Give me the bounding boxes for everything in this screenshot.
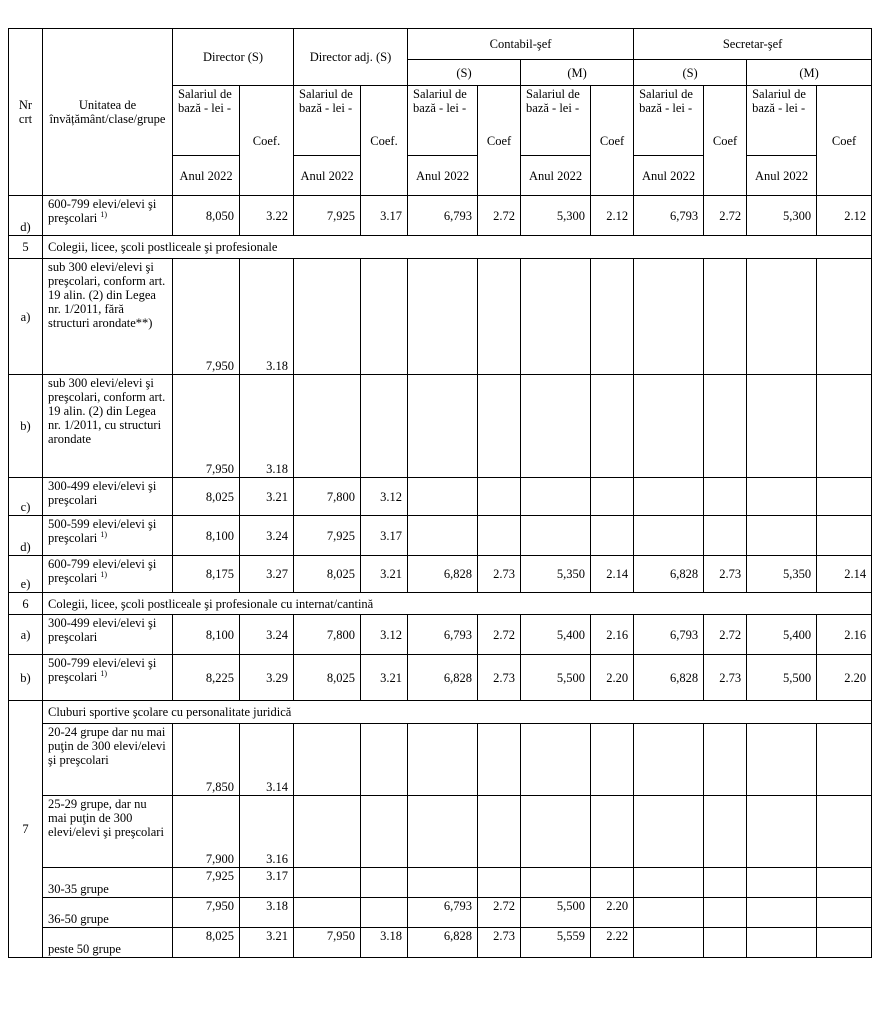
header-director: Director (S) <box>173 29 294 86</box>
header-coef: Coef <box>817 86 872 196</box>
row-unit: 300-499 elevi/elevi şi preşcolari <box>43 615 173 655</box>
cell-value: 8,100 <box>173 615 240 655</box>
cell-value: 7,950 <box>173 259 240 375</box>
cell-value: 2.14 <box>817 556 872 593</box>
cell-value: 2.72 <box>704 196 747 236</box>
row-unit: 20-24 grupe dar nu mai puţin de 300 elevi/elevi şi preşcolari <box>43 724 173 796</box>
header-salariul: Salariul de bază - lei - <box>747 86 817 156</box>
cell-value: 3.17 <box>240 868 294 898</box>
cell-value: 3.22 <box>240 196 294 236</box>
cell-value: 3.17 <box>361 196 408 236</box>
cell-value: 8,025 <box>173 478 240 516</box>
header-anul: Anul 2022 <box>747 156 817 196</box>
cell-value: 6,828 <box>408 655 478 701</box>
cell-value: 2.72 <box>478 898 521 928</box>
cell-value: 3.24 <box>240 516 294 556</box>
header-coef: Coef. <box>240 86 294 196</box>
cell-value: 2.20 <box>591 655 634 701</box>
row-unit-text: 600-799 elevi/elevi şi preşcolari <box>48 197 157 225</box>
header-contabil-m: (M) <box>521 60 634 86</box>
cell-value: 2.73 <box>704 556 747 593</box>
cell-value: 7,900 <box>173 796 240 868</box>
row-unit: sub 300 elevi/elevi şi preşcolari, conform art. 19 alin. (2) din Legea nr. 1/2011, fără structuri arondate**) <box>43 259 173 375</box>
cell-value: 3.24 <box>240 615 294 655</box>
cell-value: 2.22 <box>591 928 634 958</box>
header-director-adj: Director adj. (S) <box>294 29 408 86</box>
table-row <box>9 796 872 868</box>
row-letter: d) <box>9 196 43 236</box>
row-letter: e) <box>9 556 43 593</box>
section-title: Cluburi sportive şcolare cu personalitate juridică <box>43 701 872 724</box>
cell-value: 2.73 <box>478 556 521 593</box>
cell-value: 3.18 <box>361 928 408 958</box>
footnote-marker: 1) <box>100 569 108 579</box>
table-row <box>9 724 872 796</box>
header-anul: Anul 2022 <box>173 156 240 196</box>
section-nr: 5 <box>9 236 43 259</box>
row-unit: 36-50 grupe <box>43 898 173 928</box>
cell-value: 2.73 <box>704 655 747 701</box>
cell-value: 3.21 <box>361 556 408 593</box>
table-row <box>9 556 872 593</box>
table-row <box>9 868 872 898</box>
header-coef: Coef <box>704 86 747 196</box>
header-anul: Anul 2022 <box>634 156 704 196</box>
cell-value: 7,850 <box>173 724 240 796</box>
cell-value: 3.21 <box>361 655 408 701</box>
cell-value: 2.72 <box>478 615 521 655</box>
section-row <box>9 701 872 724</box>
table-row <box>9 928 872 958</box>
cell-value: 5,500 <box>747 655 817 701</box>
cell-value: 6,793 <box>408 615 478 655</box>
cell-value: 7,950 <box>173 375 240 478</box>
cell-value: 3.12 <box>361 615 408 655</box>
footnote-marker: 1) <box>100 529 108 539</box>
header-coef: Coef. <box>361 86 408 196</box>
header-anul: Anul 2022 <box>294 156 361 196</box>
row-unit <box>43 556 173 593</box>
cell-value: 8,050 <box>173 196 240 236</box>
section-nr: 6 <box>9 593 43 615</box>
cell-value: 3.29 <box>240 655 294 701</box>
cell-value: 5,400 <box>521 615 591 655</box>
header-contabil-s: (S) <box>408 60 521 86</box>
cell-value: 7,800 <box>294 615 361 655</box>
cell-value: 8,175 <box>173 556 240 593</box>
cell-value: 2.20 <box>591 898 634 928</box>
cell-value: 2.14 <box>591 556 634 593</box>
salary-table <box>8 28 872 958</box>
footnote-marker: 1) <box>100 209 108 219</box>
cell-value: 2.72 <box>704 615 747 655</box>
table-row <box>9 375 872 478</box>
cell-value: 3.14 <box>240 724 294 796</box>
header-salariul: Salariul de bază - lei - <box>408 86 478 156</box>
header-salariul: Salariul de bază - lei - <box>521 86 591 156</box>
header-nr: Nr crt <box>9 29 43 196</box>
cell-value: 2.73 <box>478 928 521 958</box>
cell-value: 3.18 <box>240 375 294 478</box>
footnote-marker: 1) <box>100 668 108 678</box>
table-row <box>9 655 872 701</box>
row-unit: 25-29 grupe, dar nu mai puţin de 300 elevi/elevi şi preşcolari <box>43 796 173 868</box>
header-secretar-m: (M) <box>747 60 872 86</box>
section-nr: 7 <box>9 701 43 958</box>
row-unit-text: 600-799 elevi/elevi şi preşcolari <box>48 557 157 585</box>
cell-value: 5,400 <box>747 615 817 655</box>
row-unit <box>43 655 173 701</box>
cell-value: 7,925 <box>173 868 240 898</box>
cell-value: 2.72 <box>478 196 521 236</box>
header-coef: Coef <box>591 86 634 196</box>
row-letter: b) <box>9 375 43 478</box>
section-title: Colegii, licee, şcoli postliceale şi profesionale <box>43 236 872 259</box>
row-letter: c) <box>9 478 43 516</box>
cell-value: 2.16 <box>591 615 634 655</box>
row-unit: sub 300 elevi/elevi şi preşcolari, conform art. 19 alin. (2) din Legea nr. 1/2011, cu structuri arondate <box>43 375 173 478</box>
cell-value: 5,300 <box>747 196 817 236</box>
cell-value: 3.27 <box>240 556 294 593</box>
cell-value: 2.16 <box>817 615 872 655</box>
header-anul: Anul 2022 <box>521 156 591 196</box>
cell-value: 6,793 <box>408 196 478 236</box>
header-row-1 <box>9 29 872 60</box>
cell-value: 2.12 <box>591 196 634 236</box>
cell-value: 7,950 <box>173 898 240 928</box>
cell-value: 2.73 <box>478 655 521 701</box>
header-anul: Anul 2022 <box>408 156 478 196</box>
cell-value: 2.20 <box>817 655 872 701</box>
section-row <box>9 593 872 615</box>
header-salariul: Salariul de bază - lei - <box>634 86 704 156</box>
cell-value: 6,793 <box>408 898 478 928</box>
cell-value: 6,828 <box>634 655 704 701</box>
cell-value: 3.17 <box>361 516 408 556</box>
header-coef: Coef <box>478 86 521 196</box>
cell-value: 2.12 <box>817 196 872 236</box>
section-title: Colegii, licee, şcoli postliceale şi profesionale cu internat/cantină <box>43 593 872 615</box>
header-contabil: Contabil-şef <box>408 29 634 60</box>
row-unit-text: 500-599 elevi/elevi şi preşcolari <box>48 517 157 545</box>
row-unit: peste 50 grupe <box>43 928 173 958</box>
cell-value: 8,100 <box>173 516 240 556</box>
cell-value: 8,225 <box>173 655 240 701</box>
cell-value: 5,350 <box>747 556 817 593</box>
cell-value: 5,300 <box>521 196 591 236</box>
cell-value: 6,793 <box>634 196 704 236</box>
row-unit <box>43 516 173 556</box>
cell-value: 7,925 <box>294 196 361 236</box>
table-row <box>9 516 872 556</box>
cell-value: 5,500 <box>521 655 591 701</box>
cell-value: 7,925 <box>294 516 361 556</box>
row-letter: a) <box>9 259 43 375</box>
row-letter: a) <box>9 615 43 655</box>
cell-value: 8,025 <box>173 928 240 958</box>
header-unit: Unitatea de învățământ/clase/grupe <box>43 29 173 196</box>
table-row <box>9 898 872 928</box>
cell-value: 7,800 <box>294 478 361 516</box>
cell-value: 8,025 <box>294 556 361 593</box>
header-secretar-s: (S) <box>634 60 747 86</box>
header-salariul: Salariul de bază - lei - <box>173 86 240 156</box>
table-row <box>9 196 872 236</box>
cell-value: 3.12 <box>361 478 408 516</box>
cell-value: 6,828 <box>634 556 704 593</box>
table-row <box>9 478 872 516</box>
row-unit: 30-35 grupe <box>43 868 173 898</box>
cell-value: 6,828 <box>408 928 478 958</box>
row-unit <box>43 196 173 236</box>
cell-value: 3.21 <box>240 928 294 958</box>
row-unit: 300-499 elevi/elevi şi preşcolari <box>43 478 173 516</box>
header-secretar: Secretar-şef <box>634 29 872 60</box>
cell-value: 8,025 <box>294 655 361 701</box>
section-row <box>9 236 872 259</box>
cell-value: 6,828 <box>408 556 478 593</box>
header-salariul: Salariul de bază - lei - <box>294 86 361 156</box>
cell-value: 5,500 <box>521 898 591 928</box>
table-row <box>9 615 872 655</box>
cell-value: 3.18 <box>240 259 294 375</box>
cell-value: 5,350 <box>521 556 591 593</box>
cell-value: 5,559 <box>521 928 591 958</box>
row-letter: d) <box>9 516 43 556</box>
row-letter: b) <box>9 655 43 701</box>
table-row <box>9 259 872 375</box>
cell-value: 3.21 <box>240 478 294 516</box>
cell-value: 3.18 <box>240 898 294 928</box>
cell-value: 7,950 <box>294 928 361 958</box>
cell-value: 3.16 <box>240 796 294 868</box>
row-unit-text: 500-799 elevi/elevi şi preşcolari <box>48 656 157 684</box>
cell-value: 6,793 <box>634 615 704 655</box>
